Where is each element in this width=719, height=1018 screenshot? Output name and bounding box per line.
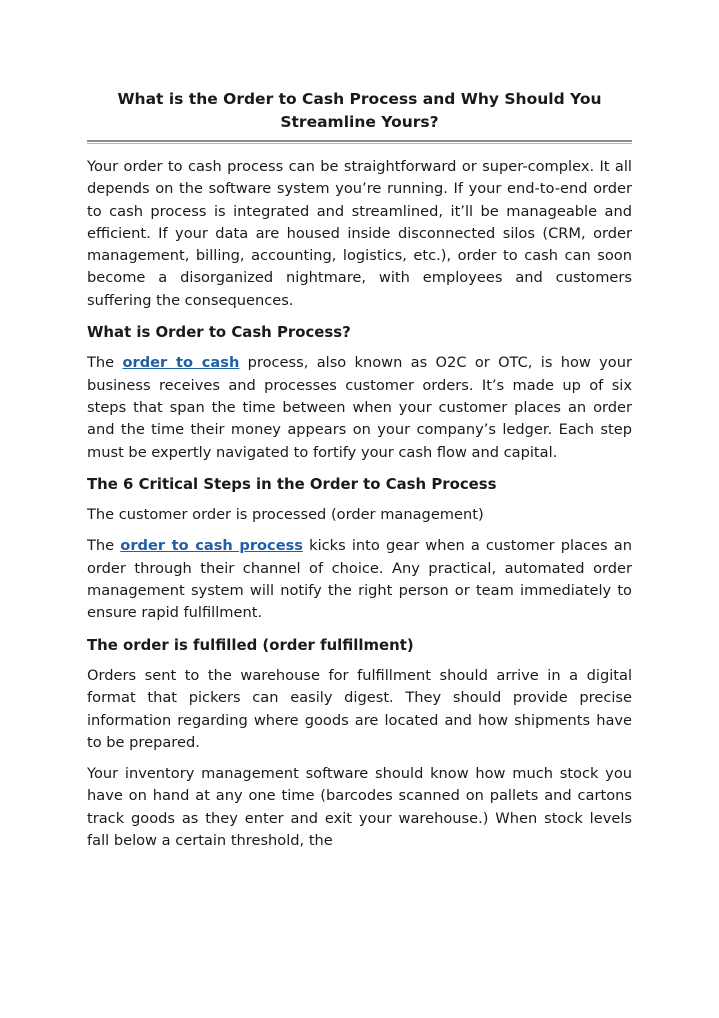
step-subheading: The customer order is processed (order management) xyxy=(87,506,484,524)
fulfillment-paragraph: Orders sent to the warehouse for fulfillment should arrive in a digital format that pickers can easily digest. They should provide precise information regarding where goods are located and how shipments have to be prepared. xyxy=(87,666,632,751)
definition-paragraph xyxy=(87,352,632,463)
title-divider xyxy=(87,140,632,144)
paragraph-prefix: The xyxy=(87,537,121,555)
paragraph-prefix: The xyxy=(87,354,123,372)
intro-paragraph: Your order to cash process can be straightforward or super-complex. It all depends on the software system you’re running. If your end-to-end order to cash process is integrated and streamlined, it’ll be manageable and efficient. If your data are housed inside disconnected silos (CRM, order management, billing, accounting, logistics, etc.), order to cash can soon become a disorganized nightmare, with employees and customers suffering the consequences. xyxy=(87,158,632,309)
order-to-cash-process-link[interactable]: order to cash process xyxy=(120,537,303,555)
section-heading-six-steps: The 6 Critical Steps in the Order to Cash Process xyxy=(87,474,497,493)
order-to-cash-link[interactable]: order to cash xyxy=(122,354,240,372)
document-title: What is the Order to Cash Process and Why Should You Streamline Yours? xyxy=(117,90,602,131)
paragraph-text: process, also known as O2C or OTC, is how your business receives and processes customer orders. It’s made up of six steps that span the time between when your customer places an order and the time their money appears on your company’s ledger. Each step must be expertly navigated to fortify your cash flow and capital. xyxy=(87,354,632,461)
paragraph-text: kicks into gear when a customer places an order through their channel of choice. Any practical, automated order management system will notify the right person or team immediately to ensure rapid fulfillment. xyxy=(87,537,632,622)
section-heading-what-is: What is Order to Cash Process? xyxy=(87,323,351,342)
order-management-paragraph xyxy=(87,535,632,624)
inventory-paragraph: Your inventory management software should know how much stock you have on hand at any one time (barcodes scanned on pallets and cartons track goods as they enter and exit your warehouse.) When stock levels fall below a certain threshold, the xyxy=(87,765,632,850)
document-page xyxy=(87,82,632,852)
section-heading-fulfillment: The order is fulfilled (order fulfillment) xyxy=(87,635,414,654)
